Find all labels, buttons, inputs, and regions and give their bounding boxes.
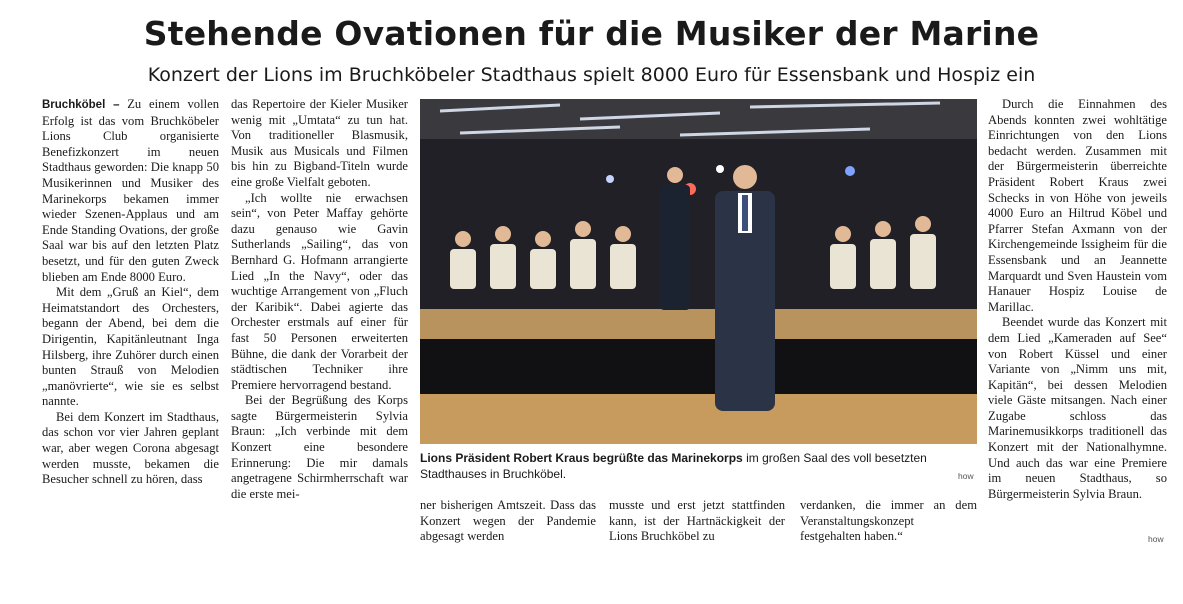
paragraph: musste und erst jetzt stattfinden kann, ist der Hartnäckigkeit der Lions Bruchköbel zu (609, 498, 785, 544)
paragraph: „Ich wollte nie erwachsen sein“, von Peter Maffay gehörte dazu genauso wie Gavin Sutherlands „Sailing“, das von Bernhard G. Hofmann arrangierte Lied „In the Navy“, oder das wuchtige Arrangement von „Fluch der Karibik“. Dabei agierte das Orchester erstmals auf einer für fast 50 Personen erweiterten Bühne, die dank der Vorarbeit der städtischen Techniker ihre Premiere hervorragend bestand. (231, 190, 408, 392)
paragraph: Bei der Begrüßung des Korps sagte Bürgermeisterin Sylvia Braun: „Ich verbinde mit dem Konzert eine besondere Erinnerung: Die mir damals angetragene Schirmherrschaft war die erste mei- (231, 393, 408, 501)
caption-lead: Lions Präsident Robert Kraus begrüßte das Marinekorps (420, 451, 743, 465)
dateline: Bruchköbel – (42, 99, 120, 111)
paragraph: das Repertoire der Kieler Musiker wenig mit „Umtata“ zu tun hat. Von traditioneller Blasmusik, Musik aus Musicals und Filmen bis hin zu Bigband-Titeln wurde eine große Vielfalt geboten. (231, 97, 408, 189)
article-column-4 (609, 498, 785, 545)
article-column-2 (231, 97, 408, 502)
concert-photo (420, 99, 977, 444)
paragraph: Beendet wurde das Konzert mit dem Lied „Kameraden auf See“ von Robert Küssel und einer Variante von „Nimm uns mit, Kapitän“, bei dessen Melodien viele Gäste mitsangen. Nach einer Zugabe schloss das Marinemusikkorps traditionell das Konzert mit der Nationalhymne. Und auch das war eine Premiere im neuen Stadthaus, so Bürgermeisterin Sylvia Braun. (988, 315, 1167, 501)
caption-text: im großen Saal des voll besetzten Stadthauses in Bruchköbel. (420, 451, 927, 481)
paragraph-text: Zu einem vollen Erfolg ist das vom Bruchköbeler Lions Club organisierte Benefizkonzert im neuen Stadthaus geworden: Die knapp 50 Musikerinnen und Musiker des Marinekorps bekamen immer wieder Szenen-Applaus und am Ende Standing Ovations, der große Saal war bis auf den letzten Platz besetzt, und für den guten Zweck blieben am Ende 8000 Euro. (42, 97, 219, 284)
photo-caption (420, 451, 977, 482)
paragraph: Durch die Einnahmen des Abends konnten zwei wohltätige Einrichtungen von den Lions bedacht werden. Zusammen mit der Bürgermeisterin überreichte Präsident Robert Kraus zwei Schecks in von Höhe von jeweils 4000 Euro an Hiltrud Köbel und Pfarrer Stefan Axmann von der Kirchengemeinde Issigheim für die Essensbank und an Jeannette Marquardt und Sven Haustein vom Hanauer Hospiz Louise de Marillac. (988, 97, 1167, 314)
headline: Stehende Ovationen für die Musiker der Marine (143, 14, 1040, 53)
paragraph: Bei dem Konzert im Stadthaus, das schon vor vier Jahren geplant war, aber wegen Corona abgesagt werden musste, bekamen die Besucher schnell zu hören, dass (42, 409, 219, 487)
article-column-6 (988, 97, 1167, 502)
paragraph: ner bisherigen Amtszeit. Dass das Konzert wegen der Pandemie abgesagt werden (420, 498, 596, 544)
article-column-5 (800, 498, 977, 545)
paragraph (42, 97, 219, 285)
article-credit: how (1148, 534, 1164, 544)
paragraph: Mit dem „Gruß an Kiel“, dem Heimatstandort des Orchesters, begann der Abend, bei dem die Dirigentin, Kapitänleutnant Inga Hilsberg, ihre Zuhörer durch einen bunten Strauß von Melodien „manövrierte“, wie sie es selbst nannte. (42, 285, 219, 409)
subheadline: Konzert der Lions im Bruchköbeler Stadthaus spielt 8000 Euro für Essensbank und Hospiz ein (147, 64, 1036, 86)
paragraph: verdanken, die immer an dem Veranstaltungskonzept festgehalten haben.“ (800, 498, 977, 544)
article-column-3 (420, 498, 596, 545)
photo-credit: how (958, 471, 974, 481)
article-column-1 (42, 97, 219, 488)
